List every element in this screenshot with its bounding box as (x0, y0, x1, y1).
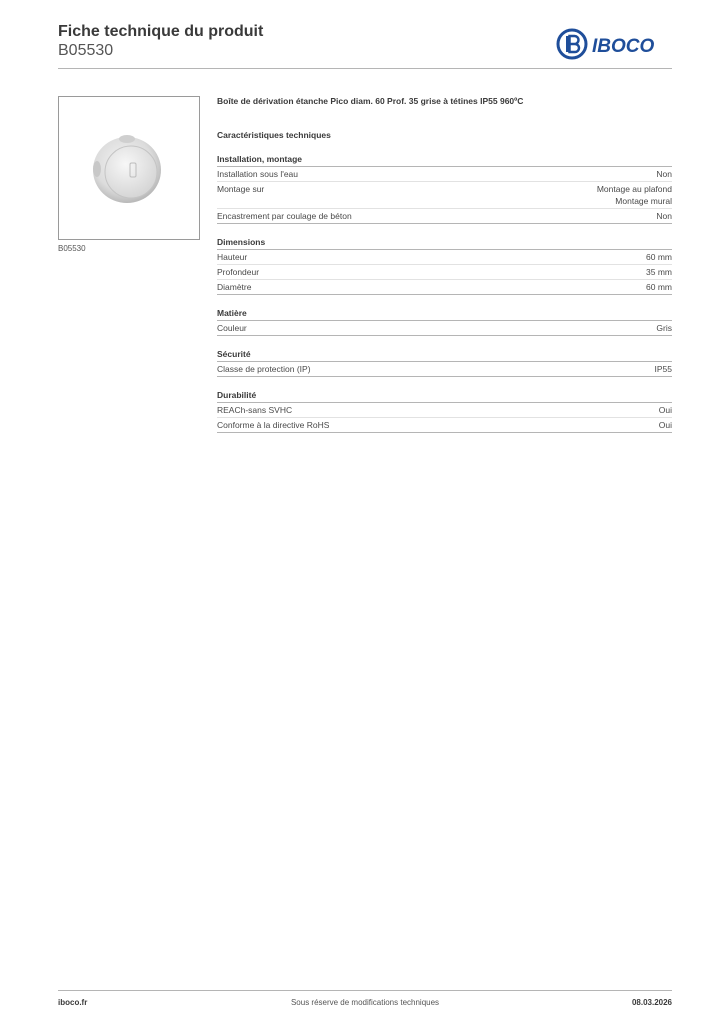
spec-row (217, 182, 672, 209)
spec-row (217, 403, 672, 418)
spec-row (217, 418, 672, 433)
spec-section-title: Sécurité (217, 348, 672, 362)
spec-value (655, 363, 673, 375)
product-description: Boîte de dérivation étanche Pico diam. 60 Prof. 35 grise à tétines IP55 960ºC (217, 96, 524, 106)
spec-value-line: Non (656, 169, 672, 179)
footer-disclaimer: Sous réserve de modifications techniques (290, 998, 440, 1007)
spec-value (659, 419, 672, 431)
spec-section (217, 389, 672, 433)
spec-row (217, 321, 672, 336)
spec-label: Installation sous l'eau (217, 169, 299, 179)
spec-row (217, 362, 672, 377)
product-reference: B05530 (58, 42, 114, 59)
spec-label: Hauteur (217, 252, 248, 262)
spec-value-line: Montage au plafond (596, 184, 672, 194)
footer-date: 08.03.2026 (631, 998, 672, 1007)
spec-value-line: IP55 (654, 364, 672, 374)
spec-value (659, 404, 672, 416)
logo-text: IBOCO (592, 36, 655, 57)
spec-label: Conforme à la directive RoHS (217, 420, 330, 430)
spec-value (646, 251, 672, 263)
header-divider (58, 68, 672, 69)
spec-section-title: Installation, montage (217, 153, 672, 167)
spec-label: Profondeur (217, 267, 260, 277)
spec-label: Couleur (217, 323, 247, 333)
spec-section (217, 236, 672, 295)
footer-divider (58, 990, 672, 991)
spec-value (656, 210, 672, 222)
spec-section (217, 348, 672, 377)
spec-value-line: 60 mm (646, 282, 672, 292)
spec-row (217, 250, 672, 265)
characteristics-sections (217, 153, 672, 433)
spec-row (217, 167, 672, 182)
spec-value (646, 266, 672, 278)
iboco-logo (556, 28, 672, 60)
spec-section-title: Matière (217, 307, 672, 321)
spec-section-title: Dimensions (217, 236, 672, 250)
spec-value-line: Montage mural (615, 196, 672, 206)
spec-row (217, 280, 672, 295)
spec-label: Encastrement par coulage de béton (217, 211, 352, 221)
junction-box-icon (59, 97, 199, 239)
spec-label: REACh-sans SVHC (217, 405, 293, 415)
spec-label: Classe de protection (IP) (217, 364, 311, 374)
spec-section (217, 307, 672, 336)
footer-website[interactable]: iboco.fr (58, 998, 88, 1007)
spec-value-line: Oui (658, 405, 672, 415)
characteristics-title: Caractéristiques techniques (217, 130, 331, 140)
spec-value (656, 168, 672, 180)
image-caption: B05530 (58, 244, 86, 253)
spec-row (217, 265, 672, 280)
spec-value-line: Gris (656, 323, 672, 333)
spec-section (217, 153, 672, 224)
spec-label: Montage sur (217, 184, 265, 194)
spec-value-line: Non (656, 211, 672, 221)
spec-section-title: Durabilité (217, 389, 672, 403)
spec-label: Diamètre (217, 282, 252, 292)
spec-value (597, 183, 672, 207)
spec-value (656, 322, 672, 334)
page-title: Fiche technique du produit (58, 23, 264, 40)
product-image (58, 96, 200, 240)
spec-value-line: 60 mm (646, 252, 672, 262)
spec-value-line: 35 mm (646, 267, 672, 277)
spec-value (646, 281, 672, 293)
product-content (217, 96, 672, 433)
spec-value-line: Oui (658, 420, 672, 430)
page-header (58, 22, 672, 70)
spec-row (217, 209, 672, 224)
